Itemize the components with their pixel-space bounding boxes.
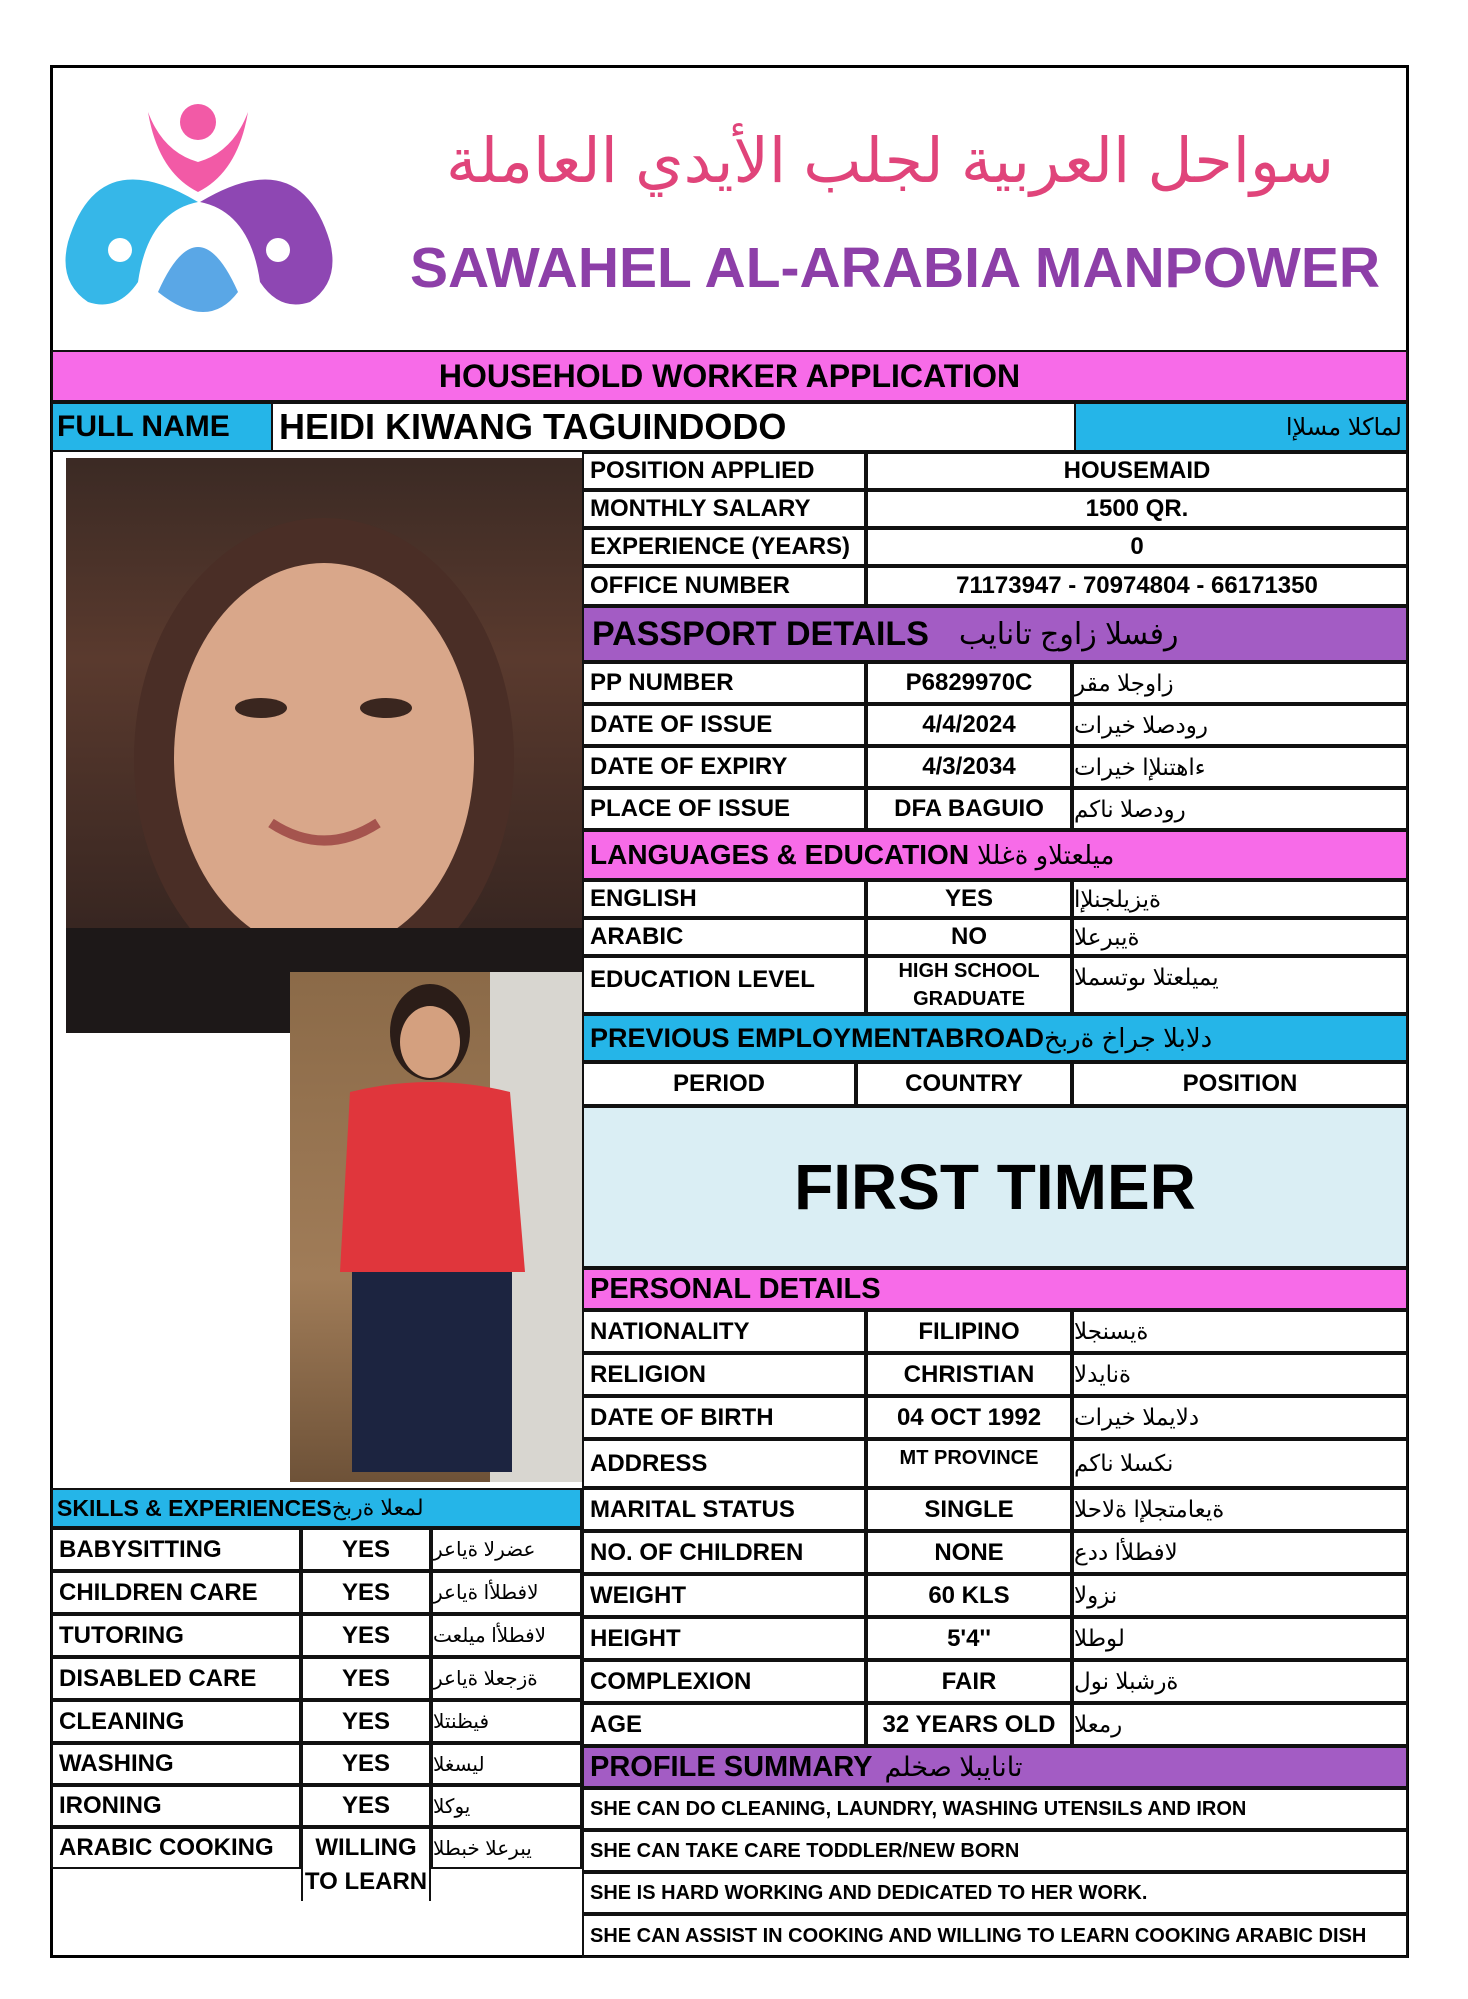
company-english-name: SAWAHEL AL-ARABIA MANPOWER xyxy=(409,236,1381,300)
applicant-fullbody-photo xyxy=(290,972,582,1482)
personal-label: WEIGHT xyxy=(582,1574,866,1617)
summary-line: SHE CAN ASSIST IN COOKING AND WILLING TO LEARN COOKING ARABIC DISH xyxy=(582,1914,1408,1958)
personal-arabic: نزولا xyxy=(1072,1574,1408,1617)
summary-header xyxy=(582,1746,1408,1788)
personal-arabic: لافطلأا ددع xyxy=(1072,1531,1408,1574)
job-value: 0 xyxy=(866,528,1408,566)
skills-arabic-title: لمعلا ةربخ xyxy=(331,1495,424,1520)
skill-label: TUTORING xyxy=(51,1614,301,1657)
skill-label: ARABIC COOKING xyxy=(51,1827,301,1869)
summary-line: SHE CAN DO CLEANING, LAUNDRY, WASHING UTENSILS AND IRON xyxy=(582,1788,1408,1830)
job-label: OFFICE NUMBER xyxy=(582,566,866,606)
skill-arabic: لافطلأا ميلعت xyxy=(431,1614,582,1657)
personal-label: DATE OF BIRTH xyxy=(582,1396,866,1439)
personal-label: COMPLEXION xyxy=(582,1660,866,1703)
personal-value: MT PROVINCE xyxy=(866,1439,1072,1488)
company-logo xyxy=(58,82,340,332)
first-timer-note: FIRST TIMER xyxy=(582,1106,1408,1268)
employment-column-header: PERIOD xyxy=(582,1062,856,1106)
passport-label: PP NUMBER xyxy=(582,662,866,704)
language-arabic: يميلعتلا ىوتسملا xyxy=(1072,956,1408,1014)
personal-header xyxy=(582,1268,1408,1310)
form-title: HOUSEHOLD WORKER APPLICATION xyxy=(51,350,1408,402)
company-arabic-name: سواحل العربية لجلب الأيدي العاملة xyxy=(446,127,1334,196)
passport-value: P6829970C xyxy=(866,662,1072,704)
personal-label: HEIGHT xyxy=(582,1617,866,1660)
personal-value: FILIPINO xyxy=(866,1310,1072,1353)
full-name-value: HEIDI KIWANG TAGUINDODO xyxy=(271,402,1076,452)
skills-header xyxy=(51,1488,582,1528)
passport-label: PLACE OF ISSUE xyxy=(582,788,866,830)
languages-arabic-title: ميلعتلاو ةغللا xyxy=(977,839,1115,870)
passport-arabic: رودصلا خيرات xyxy=(1072,704,1408,746)
personal-arabic: نكسلا ناكم xyxy=(1072,1439,1408,1488)
passport-header xyxy=(582,606,1408,662)
applicant-face-photo xyxy=(66,458,582,1033)
skill-value: YES xyxy=(301,1614,431,1657)
summary-arabic-title: تانايبلا صخلم xyxy=(884,1751,1023,1782)
job-label: POSITION APPLIED xyxy=(582,452,866,490)
full-name-arabic: لماكلا مسلإا xyxy=(1285,413,1402,441)
employment-title: PREVIOUS EMPLOYMENTABROAD xyxy=(590,1022,1045,1053)
personal-arabic: ةيعامتجلإا ةلاحلا xyxy=(1072,1488,1408,1531)
personal-arabic: ةيسنجلا xyxy=(1072,1310,1408,1353)
language-arabic: ةيبرعلا xyxy=(1072,918,1408,956)
skill-arabic: يوكلا xyxy=(431,1785,582,1827)
summary-line: SHE IS HARD WORKING AND DEDICATED TO HER WORK. xyxy=(582,1872,1408,1914)
skill-label: IRONING xyxy=(51,1785,301,1827)
skill-label: WASHING xyxy=(51,1743,301,1785)
job-label: EXPERIENCE (YEARS) xyxy=(582,528,866,566)
language-value: NO xyxy=(866,918,1072,956)
passport-arabic: رودصلا ناكم xyxy=(1072,788,1408,830)
skill-value: YES xyxy=(301,1743,431,1785)
passport-arabic: زاوجلا مقر xyxy=(1072,662,1408,704)
personal-arabic: ةرشبلا نول xyxy=(1072,1660,1408,1703)
personal-arabic: لوطلا xyxy=(1072,1617,1408,1660)
personal-value: 60 KLS xyxy=(866,1574,1072,1617)
personal-label: ADDRESS xyxy=(582,1439,866,1488)
personal-title: PERSONAL DETAILS xyxy=(590,1272,881,1305)
passport-label: DATE OF EXPIRY xyxy=(582,746,866,788)
personal-label: NATIONALITY xyxy=(582,1310,866,1353)
skills-title: SKILLS & EXPERIENCES xyxy=(57,1494,332,1521)
skill-value: YES xyxy=(301,1528,431,1571)
summary-title: PROFILE SUMMARY xyxy=(590,1750,873,1783)
personal-value: 5'4'' xyxy=(866,1617,1072,1660)
employment-column-header: COUNTRY xyxy=(856,1062,1072,1106)
personal-arabic: دلايملا خيرات xyxy=(1072,1396,1408,1439)
employment-header xyxy=(582,1014,1408,1062)
skill-value: YES xyxy=(301,1700,431,1743)
skill-label: BABYSITTING xyxy=(51,1528,301,1571)
skill-value: YES xyxy=(301,1571,431,1614)
skill-label: DISABLED CARE xyxy=(51,1657,301,1700)
personal-value: 04 OCT 1992 xyxy=(866,1396,1072,1439)
passport-arabic: ءاهتنلإا خيرات xyxy=(1072,746,1408,788)
language-label: EDUCATION LEVEL xyxy=(582,956,866,1014)
personal-value: NONE xyxy=(866,1531,1072,1574)
people-family-logo-icon xyxy=(58,82,340,332)
skill-arabic: يبرعلا خبطلا xyxy=(431,1827,582,1869)
skill-value: WILLING TO LEARN xyxy=(301,1827,431,1901)
personal-value: SINGLE xyxy=(866,1488,1072,1531)
personal-label: NO. OF CHILDREN xyxy=(582,1531,866,1574)
skill-label: CLEANING xyxy=(51,1700,301,1743)
language-value: HIGH SCHOOL GRADUATE xyxy=(866,956,1072,1014)
summary-line: SHE CAN TAKE CARE TODDLER/NEW BORN xyxy=(582,1830,1408,1872)
passport-arabic-title: رفسلا زاوج تانايب xyxy=(958,617,1179,651)
skill-label: CHILDREN CARE xyxy=(51,1571,301,1614)
job-value: 71173947 - 70974804 - 66171350 xyxy=(866,566,1408,606)
passport-value: DFA BAGUIO xyxy=(866,788,1072,830)
job-value: HOUSEMAID xyxy=(866,452,1408,490)
personal-arabic: ةنايدلا xyxy=(1072,1353,1408,1396)
skill-arabic: لافطلأا ةياعر xyxy=(431,1571,582,1614)
passport-value: 4/4/2024 xyxy=(866,704,1072,746)
language-label: ENGLISH xyxy=(582,880,866,918)
passport-title: PASSPORT DETAILS xyxy=(592,614,929,653)
job-value: 1500 QR. xyxy=(866,490,1408,528)
language-arabic: ةيزيلجنلإا xyxy=(1072,880,1408,918)
personal-arabic: رمعلا xyxy=(1072,1703,1408,1746)
personal-value: 32 YEARS OLD xyxy=(866,1703,1072,1746)
languages-header xyxy=(582,830,1408,880)
employment-column-header: POSITION xyxy=(1072,1062,1408,1106)
language-value: YES xyxy=(866,880,1072,918)
skill-value: YES xyxy=(301,1657,431,1700)
personal-value: CHRISTIAN xyxy=(866,1353,1072,1396)
languages-title: LANGUAGES & EDUCATION xyxy=(590,839,970,870)
employment-arabic-title: دلابلا جراخ ةربخ xyxy=(1044,1022,1213,1053)
skill-arabic: فيظنتلا xyxy=(431,1700,582,1743)
skill-arabic: عضرلا ةياعر xyxy=(431,1528,582,1571)
language-label: ARABIC xyxy=(582,918,866,956)
passport-value: 4/3/2034 xyxy=(866,746,1072,788)
personal-label: MARITAL STATUS xyxy=(582,1488,866,1531)
skill-value: YES xyxy=(301,1785,431,1827)
skill-arabic: ةزجعلا ةياعر xyxy=(431,1657,582,1700)
personal-label: RELIGION xyxy=(582,1353,866,1396)
skill-arabic: ليسغلا xyxy=(431,1743,582,1785)
personal-label: AGE xyxy=(582,1703,866,1746)
passport-label: DATE OF ISSUE xyxy=(582,704,866,746)
job-label: MONTHLY SALARY xyxy=(582,490,866,528)
full-name-label: FULL NAME xyxy=(57,410,230,443)
personal-value: FAIR xyxy=(866,1660,1072,1703)
